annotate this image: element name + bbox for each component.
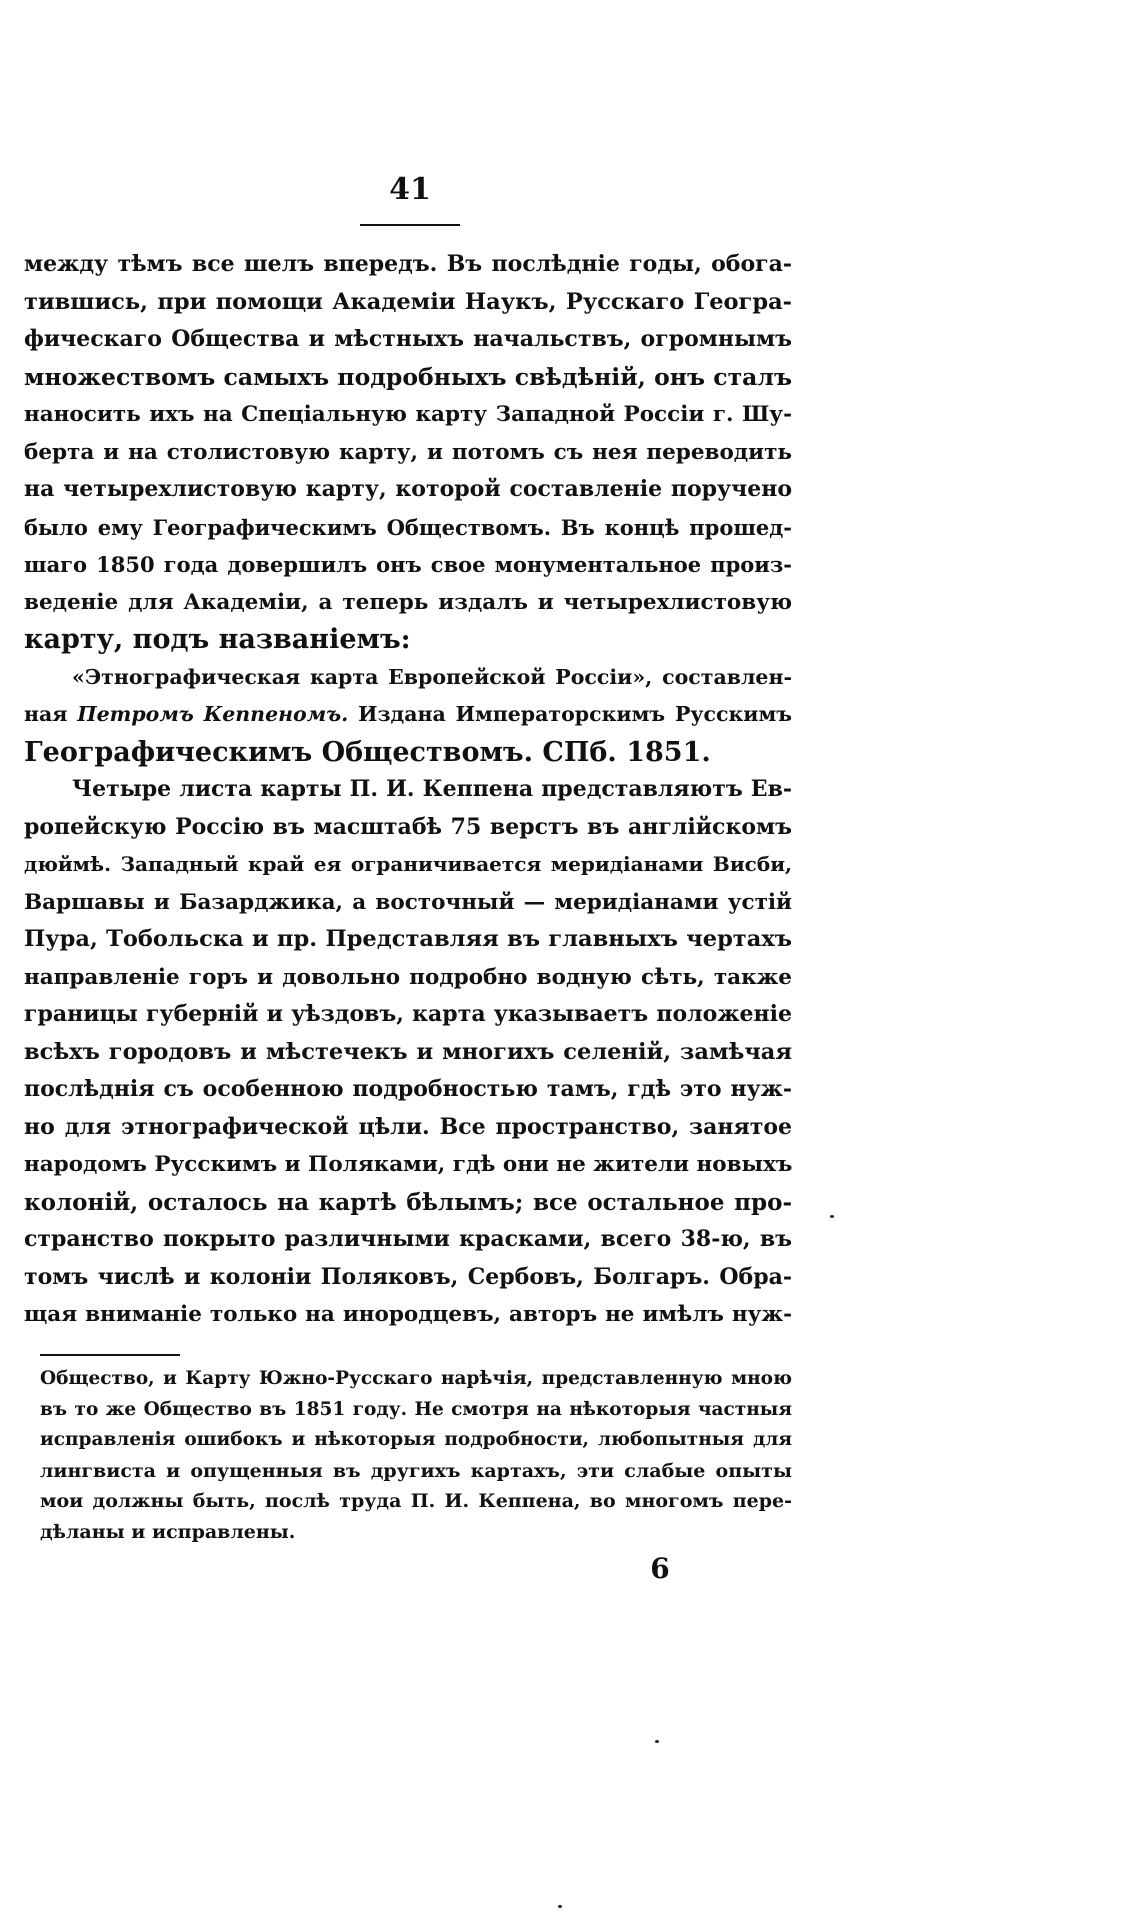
footnote-rule (40, 1354, 180, 1356)
footnote-line: дѣланы и исправлены. (40, 1520, 296, 1543)
paragraph-line: всѣхъ городовъ и мѣстечекъ и многихъ селеній, замѣчая (24, 1038, 792, 1065)
text-line: тившись, при помощи Академіи Наукъ, Русскаго Геогра- (24, 288, 792, 315)
paragraph-line: границы губерній и уѣздовъ, карта указываетъ положеніе (24, 1001, 792, 1027)
footnote-line: лингвиста и опущенныя въ другихъ картахъ, эти слабые опыты (40, 1459, 792, 1482)
text-line: между тѣмъ все шелъ впередъ. Въ послѣдніе годы, обога- (24, 251, 792, 277)
paragraph-line: странство покрыто различными красками, всего 38-ю, въ (24, 1226, 792, 1252)
text-line: карту, подъ названіемъ: (24, 624, 411, 655)
citation-line (24, 696, 792, 734)
citation-prefix: ная (24, 702, 78, 726)
main-text (24, 246, 792, 1334)
citation-line: «Этнографическая карта Европейской Россіи», составлен- (72, 664, 792, 689)
paragraph-line: народомъ Русскимъ и Поляками, гдѣ они не жители новыхъ (24, 1152, 793, 1177)
footnote-line: въ то же Общество въ 1851 году. Не смотря на нѣкоторыя частныя (40, 1398, 792, 1420)
citation-line: Географическимъ Обществомъ. СПб. 1851. (24, 736, 711, 768)
paragraph-line: Варшавы и Базарджика, а восточный — меридіанами устій (24, 889, 792, 915)
text-line: наносить ихъ на Спеціальную карту Западной Россіи г. Шу- (24, 402, 792, 427)
paragraph-line: но для этнографической цѣли. Все пространство, занятое (24, 1113, 792, 1140)
page-number-rule (360, 224, 460, 226)
paragraph-line: Четыре листа карты П. И. Кеппена представляютъ Ев- (72, 776, 792, 802)
text-line: веденіе для Академіи, а теперь издалъ и четырехлистовую (24, 589, 792, 615)
paragraph-line: томъ числѣ и колоніи Поляковъ, Сербовъ, Болгаръ. Обра- (24, 1263, 792, 1290)
paragraph-line: направленіе горъ и довольно подробно водную сѣть, также (24, 964, 792, 990)
paragraph-line: послѣднія съ особенною подробностью тамъ, гдѣ это нуж- (24, 1076, 792, 1102)
paragraph-line: дюймѣ. Западный край ея ограничивается меридіанами Висби, (24, 852, 792, 876)
paragraph-line: колоній, осталось на картѣ бѣлымъ; все остальное про- (24, 1188, 792, 1216)
citation-suffix: Издана Императорскимъ Русскимъ (348, 702, 792, 726)
text-line: шаго 1850 года довершилъ онъ свое монументальное произ- (24, 552, 792, 577)
text-line: фическаго Общества и мѣстныхъ начальствъ, огромнымъ (24, 326, 792, 352)
paragraph-line: ропейскую Россію въ масштабѣ 75 верстъ въ англійскомъ (24, 813, 792, 840)
paragraph-line: щая вниманіе только на инородцевъ, авторъ не имѣлъ нуж- (24, 1302, 792, 1327)
citation-author: Петромъ Кеппеномъ. (77, 702, 349, 726)
paper-speck (830, 1215, 834, 1218)
footnote-line: мои должны быть, послѣ труда П. И. Кеппена, во многомъ пере- (40, 1490, 792, 1512)
signature-mark: 6 (650, 1552, 670, 1585)
text-line: было ему Географическимъ Обществомъ. Въ концѣ прошед- (24, 514, 792, 540)
page-number: 41 (389, 172, 431, 207)
footnote-line: исправленія ошибокъ и нѣкоторыя подробности, любопытныя для (40, 1429, 792, 1450)
paper-speck (655, 1740, 659, 1743)
text-line: на четырехлистовую карту, которой составленіе поручено (24, 476, 792, 502)
text-line: множествомъ самыхъ подробныхъ свѣдѣній, онъ сталъ (24, 362, 792, 391)
footnote (40, 1364, 792, 1547)
paper-speck (558, 1905, 562, 1908)
text-line: берта и на столистовую карту, и потомъ съ нея переводить (24, 439, 792, 465)
paragraph-line: Пура, Тобольска и пр. Представляя въ главныхъ чертахъ (24, 926, 792, 952)
footnote-line: Общество, и Карту Южно-Русскаго нарѣчія, представленную мною (40, 1368, 792, 1389)
